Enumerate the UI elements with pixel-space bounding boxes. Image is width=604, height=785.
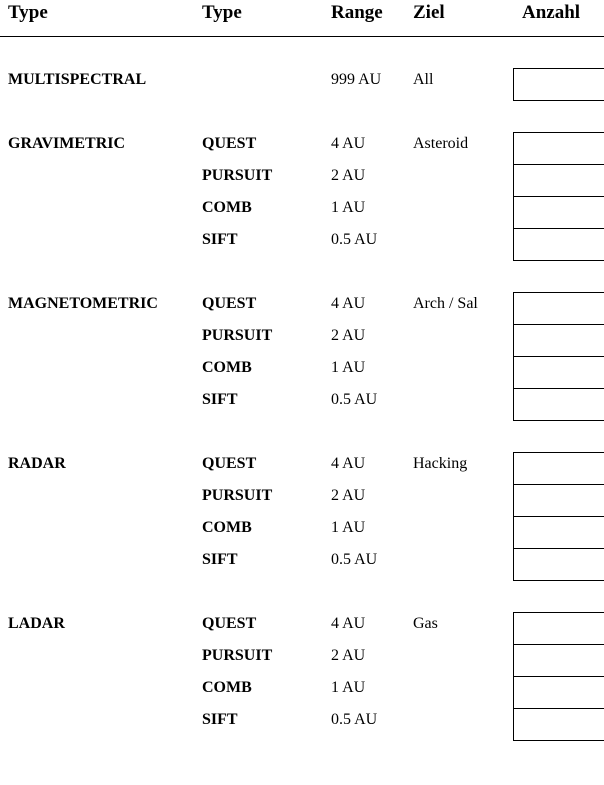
group-name-magnetometric: MAGNETOMETRIC <box>8 295 158 312</box>
count-input-box[interactable] <box>513 676 604 709</box>
count-input-box[interactable] <box>513 612 604 645</box>
range-value: 0.5 AU <box>331 231 378 248</box>
type-value: COMB <box>202 679 252 696</box>
target-value: Hacking <box>413 455 468 472</box>
count-input-box[interactable] <box>513 644 604 677</box>
group-name-gravimetric: GRAVIMETRIC <box>8 135 126 152</box>
count-input-box[interactable] <box>513 292 604 325</box>
type-value: QUEST <box>202 135 257 152</box>
range-value: 1 AU <box>331 679 366 696</box>
count-input-box[interactable] <box>513 484 604 517</box>
count-input-box[interactable] <box>513 548 604 581</box>
group-name-radar: RADAR <box>8 455 66 472</box>
range-value: 1 AU <box>331 519 366 536</box>
count-input-box[interactable] <box>513 452 604 485</box>
type-value: PURSUIT <box>202 487 273 504</box>
type-value: QUEST <box>202 455 257 472</box>
header-ziel: Ziel <box>413 2 445 23</box>
range-value: 2 AU <box>331 487 366 504</box>
count-input-box[interactable] <box>513 708 604 741</box>
count-input-box[interactable] <box>513 68 604 101</box>
type-value: PURSUIT <box>202 647 273 664</box>
range-value: 999 AU <box>331 71 382 88</box>
range-value: 2 AU <box>331 167 366 184</box>
range-value: 4 AU <box>331 135 366 152</box>
group-name-multispectral: MULTISPECTRAL <box>8 71 147 88</box>
type-value: SIFT <box>202 551 238 568</box>
count-input-box[interactable] <box>513 324 604 357</box>
range-value: 2 AU <box>331 647 366 664</box>
type-value: COMB <box>202 519 252 536</box>
type-value: COMB <box>202 359 252 376</box>
range-value: 2 AU <box>331 327 366 344</box>
range-value: 4 AU <box>331 295 366 312</box>
range-value: 0.5 AU <box>331 711 378 728</box>
type-value: QUEST <box>202 615 257 632</box>
target-value: All <box>413 71 434 88</box>
group-name-ladar: LADAR <box>8 615 65 632</box>
type-value: PURSUIT <box>202 167 273 184</box>
range-value: 4 AU <box>331 455 366 472</box>
header-divider <box>0 36 604 37</box>
range-value: 1 AU <box>331 359 366 376</box>
type-value: QUEST <box>202 295 257 312</box>
type-value: SIFT <box>202 391 238 408</box>
count-input-box[interactable] <box>513 164 604 197</box>
target-value: Asteroid <box>413 135 469 152</box>
header-type-2: Type <box>202 2 242 23</box>
header-type-1: Type <box>8 2 48 23</box>
type-value: COMB <box>202 199 252 216</box>
type-value: PURSUIT <box>202 327 273 344</box>
range-value: 1 AU <box>331 199 366 216</box>
count-input-box[interactable] <box>513 228 604 261</box>
target-value: Gas <box>413 615 438 632</box>
target-value: Arch / Sal <box>413 295 478 312</box>
type-value: SIFT <box>202 711 238 728</box>
range-value: 0.5 AU <box>331 551 378 568</box>
header-anzahl: Anzahl <box>522 2 581 23</box>
count-input-box[interactable] <box>513 132 604 165</box>
range-value: 0.5 AU <box>331 391 378 408</box>
count-input-box[interactable] <box>513 356 604 389</box>
count-input-box[interactable] <box>513 196 604 229</box>
count-input-box[interactable] <box>513 388 604 421</box>
type-value: SIFT <box>202 231 238 248</box>
count-input-box[interactable] <box>513 516 604 549</box>
header-range: Range <box>331 2 383 23</box>
range-value: 4 AU <box>331 615 366 632</box>
